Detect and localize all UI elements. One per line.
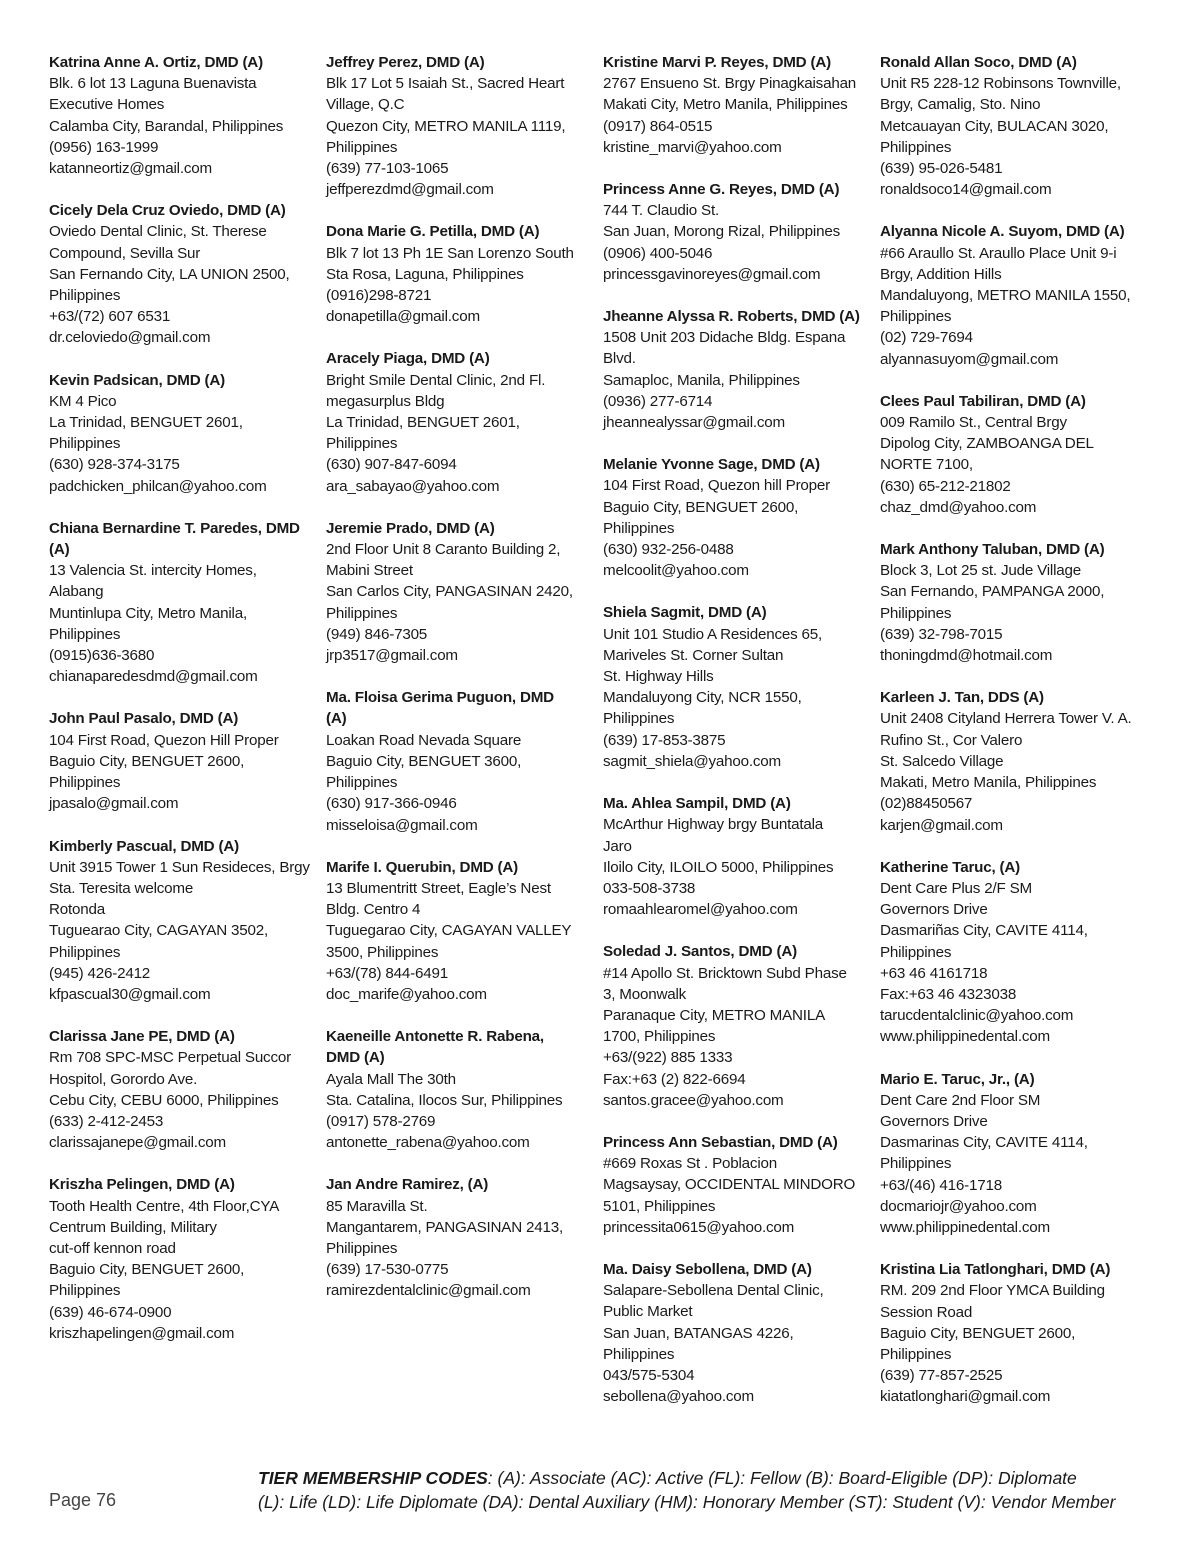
member-detail-line: #669 Roxas St . Poblacion [603,1155,777,1173]
member-detail-line: Philippines [880,1345,952,1363]
member-detail-line: Public Market [603,1303,693,1321]
member-detail-line: 744 T. Claudio St. [603,202,720,220]
member-name: Ma. Floisa Gerima Puguon, DMD [326,689,554,707]
member-entry [326,1174,603,1301]
member-detail-line: Fax:+63 46 4323038 [880,985,1017,1003]
member-detail-line: St. Salcedo Village [880,752,1004,770]
member-detail-line: (0956) 163-1999 [49,138,159,156]
member-name: Ma. Ahlea Sampil, DMD (A) [603,795,791,813]
member-detail-line: 85 Maravilla St. [326,1197,428,1215]
member-detail-line: Loakan Road Nevada Square [326,731,522,749]
member-entry [603,454,880,581]
member-detail-line: Philippines [603,1345,675,1363]
member-detail-line: Philippines [326,604,398,622]
member-detail-line: 3500, Philippines [326,943,439,961]
member-detail-line: Philippines [603,519,675,537]
member-detail-line: (945) 426-2412 [49,964,151,982]
member-detail-line: Unit 101 Studio A Residences 65, [603,625,823,643]
member-detail-line: McArthur Highway brgy Buntatala [603,816,824,834]
member-detail-line: (639) 77-857-2525 [880,1367,1003,1385]
member-detail-line: Philippines [326,1239,398,1257]
member-entry [326,1026,603,1153]
member-detail-line: Block 3, Lot 25 st. Jude Village [880,562,1082,580]
member-detail-line: Baguio City, BENGUET 2600, [603,498,799,516]
member-email: dr.celoviedo@gmail.com [49,329,211,347]
member-detail-line: San Carlos City, PANGASINAN 2420, [326,583,573,601]
member-detail-line: Paranaque City, METRO MANILA [603,1006,826,1024]
membership-codes-line-1 [258,1466,1115,1490]
page-footer [0,1464,1200,1524]
member-detail-line: (633) 2-412-2453 [49,1112,164,1130]
member-email: chianaparedesdmd@gmail.com [49,668,258,686]
member-email: romaahlearomel@yahoo.com [603,901,798,919]
member-name: Soledad J. Santos, DMD (A) [603,943,797,961]
member-detail-line: Philippines [49,625,121,643]
member-email: princessita0615@yahoo.com [603,1218,795,1236]
member-detail-line: Governors Drive [880,1112,988,1130]
member-detail-line: (630) 928-374-3175 [49,456,180,474]
member-entry [880,687,1157,835]
member-name: Jan Andre Ramirez, (A) [326,1176,489,1194]
member-entry [49,836,326,1006]
member-detail-line: Dasmarinas City, CAVITE 4114, [880,1134,1088,1152]
member-detail-line: (0936) 277-6714 [603,392,713,410]
membership-codes-label: TIER MEMBERSHIP CODES [258,1468,488,1488]
member-email: doc_marife@yahoo.com [326,985,487,1003]
member-detail-line: Executive Homes [49,96,165,114]
member-detail-line: Dasmariñas City, CAVITE 4114, [880,922,1088,940]
member-name: Princess Anne G. Reyes, DMD (A) [603,181,840,199]
member-name: John Paul Pasalo, DMD (A) [49,710,239,728]
member-detail-line: 1508 Unit 203 Didache Bldg. Espana [603,329,846,347]
member-detail-line: Baguio City, BENGUET 3600, [326,752,522,770]
member-detail-line: (0917) 864-0515 [603,117,713,135]
member-name: Jheanne Alyssa R. Roberts, DMD (A) [603,308,860,326]
member-entry [603,306,880,433]
member-entry [49,370,326,497]
member-detail-line: Philippines [880,308,952,326]
member-email: santos.gracee@yahoo.com [603,1091,784,1109]
member-detail-line: Session Road [880,1303,973,1321]
member-entry [603,179,880,285]
member-detail-line: 5101, Philippines [603,1197,716,1215]
member-email: katanneortiz@gmail.com [49,160,212,178]
member-email: docmariojr@yahoo.com [880,1197,1037,1215]
member-detail-line: Ayala Mall The 30th [326,1070,456,1088]
member-name: Clarissa Jane PE, DMD (A) [49,1028,235,1046]
member-name: Melanie Yvonne Sage, DMD (A) [603,456,820,474]
member-detail-line: KM 4 Pico [49,392,117,410]
member-detail-line: La Trinidad, BENGUET 2601, [49,414,243,432]
member-name: Kaeneille Antonette R. Rabena, [326,1028,544,1046]
member-detail-line: Philippines [49,1282,121,1300]
member-detail-line: megasurplus Bldg [326,392,445,410]
member-detail-line: Philippines [880,943,952,961]
member-detail-line: (0917) 578-2769 [326,1112,436,1130]
member-detail-line: Sta Rosa, Laguna, Philippines [326,265,524,283]
member-email: kfpascual30@gmail.com [49,985,211,1003]
member-email: jrp3517@gmail.com [326,647,458,665]
member-detail-line: Makati, Metro Manila, Philippines [880,774,1097,792]
member-detail-line: Cebu City, CEBU 6000, Philippines [49,1091,279,1109]
member-detail-line: (02)88450567 [880,795,973,813]
member-detail-line: Baguio City, BENGUET 2600, [49,1261,245,1279]
member-name: Marife I. Querubin, DMD (A) [326,858,519,876]
member-email: thoningdmd@hotmail.com [880,647,1053,665]
member-detail-line: (02) 729-7694 [880,329,973,347]
member-detail-line: (639) 95-026-5481 [880,160,1003,178]
member-detail-line: 13 Blumentritt Street, Eagle’s Nest [326,879,551,897]
member-detail-line: Tuguegarao City, CAGAYAN VALLEY [326,922,572,940]
member-detail-line: Jaro [603,837,632,855]
membership-codes-legend [258,1466,1115,1514]
member-detail-line: 104 First Road, Quezon hill Proper [603,477,831,495]
member-entry [603,1132,880,1238]
member-detail-line: Bldg. Centro 4 [326,901,421,919]
member-email: jheannealyssar@gmail.com [603,414,785,432]
member-email: chaz_dmd@yahoo.com [880,498,1037,516]
member-entry [326,518,603,666]
member-detail-line: San Juan, Morong Rizal, Philippines [603,223,840,241]
member-email: tarucdentalclinic@yahoo.com [880,1007,1074,1025]
member-detail-line: Dent Care 2nd Floor SM [880,1091,1041,1109]
member-name: Chiana Bernardine T. Paredes, DMD [49,519,300,537]
member-name: Katherine Taruc, (A) [880,858,1021,876]
member-detail-line: Philippines [880,604,952,622]
directory-columns [49,52,1159,1429]
member-entry [603,1259,880,1407]
member-detail-line: +63/(72) 607 6531 [49,308,171,326]
member-detail-line: Brgy, Addition Hills [880,265,1002,283]
member-detail-line: Philippines [49,943,121,961]
member-detail-line: Philippines [326,435,398,453]
member-email: alyannasuyom@gmail.com [880,350,1059,368]
page-number: Page 76 [49,1490,117,1510]
member-name: (A) [326,710,347,728]
member-detail-line: 13 Valencia St. intercity Homes, [49,562,257,580]
member-email: jpasalo@gmail.com [49,795,179,813]
member-detail-line: Magsaysay, OCCIDENTAL MINDORO [603,1176,856,1194]
member-detail-line: St. Highway Hills [603,668,714,686]
member-detail-line: Mandaluyong City, NCR 1550, [603,689,802,707]
directory-column-1 [49,52,326,1429]
member-detail-line: Philippines [880,1155,952,1173]
member-detail-line: Philippines [49,287,121,305]
member-detail-line: NORTE 7100, [880,456,973,474]
member-name: Shiela Sagmit, DMD (A) [603,604,767,622]
member-detail-line: (630) 932-256-0488 [603,541,734,559]
member-detail-line: RM. 209 2nd Floor YMCA Building [880,1282,1105,1300]
member-name: Kristina Lia Tatlonghari, DMD (A) [880,1261,1111,1279]
member-name: Kriszha Pelingen, DMD (A) [49,1176,235,1194]
member-name: Kristine Marvi P. Reyes, DMD (A) [603,54,831,71]
member-detail-line: #14 Apollo St. Bricktown Subd Phase [603,964,847,982]
member-entry [603,941,880,1111]
member-detail-line: 043/575-5304 [603,1366,695,1384]
member-detail-line: Tooth Health Centre, 4th Floor,CYA [49,1197,280,1215]
member-detail-line: Dipolog City, ZAMBOANGA DEL [880,435,1094,453]
member-detail-line: Blk 7 lot 13 Ph 1E San Lorenzo South [326,244,574,262]
member-website: www.philippinedental.com [880,1028,1050,1046]
member-email: kiatatlonghari@gmail.com [880,1388,1051,1406]
member-name: Jeffrey Perez, DMD (A) [326,54,485,71]
member-name: Karleen J. Tan, DDS (A) [880,689,1044,707]
member-detail-line: (639) 46-674-0900 [49,1303,172,1321]
member-detail-line: +63/(78) 844-6491 [326,964,448,982]
member-detail-line: Alabang [49,583,104,601]
member-name: Kimberly Pascual, DMD (A) [49,837,239,855]
member-email: sebollena@yahoo.com [603,1388,754,1406]
member-detail-line: Unit R5 228-12 Robinsons Townville, [880,75,1121,93]
member-detail-line: Makati City, Metro Manila, Philippines [603,96,848,114]
member-detail-line: Baguio City, BENGUET 2600, [49,752,245,770]
member-email: donapetilla@gmail.com [326,308,480,326]
member-detail-line: Philippines [603,710,675,728]
member-detail-line: Governors Drive [880,901,988,919]
member-name: Kevin Padsican, DMD (A) [49,371,225,389]
member-detail-line: Compound, Sevilla Sur [49,244,201,262]
member-entry [880,539,1157,666]
member-email: ara_sabayao@yahoo.com [326,477,500,495]
member-detail-line: (0906) 400-5046 [603,244,713,262]
member-email: ronaldsoco14@gmail.com [880,181,1052,199]
member-name: Cicely Dela Cruz Oviedo, DMD (A) [49,202,286,220]
member-detail-line: Philippines [880,138,952,156]
directory-column-2 [326,52,603,1429]
member-detail-line: 033-508-3738 [603,879,696,897]
member-entry [49,1174,326,1344]
member-email: antonette_rabena@yahoo.com [326,1134,530,1152]
member-email: kristine_marvi@yahoo.com [603,138,782,156]
member-detail-line: Oviedo Dental Clinic, St. Therese [49,223,267,241]
member-entry [326,857,603,1005]
member-detail-line: (0915)636-3680 [49,647,155,665]
member-entry [880,1069,1157,1239]
member-detail-line: Unit 3915 Tower 1 Sun Resideces, Brgy [49,858,310,876]
member-detail-line: 3, Moonwalk [603,985,687,1003]
member-detail-line: Blk 17 Lot 5 Isaiah St., Sacred Heart [326,75,565,93]
member-name: Mario E. Taruc, Jr., (A) [880,1070,1035,1088]
member-email: kriszhapelingen@gmail.com [49,1324,235,1342]
member-detail-line: San Juan, BATANGAS 4226, [603,1324,794,1342]
member-detail-line: Baguio City, BENGUET 2600, [880,1324,1076,1342]
member-detail-line: (0916)298-8721 [326,287,432,305]
membership-codes-line-2: (L): Life (LD): Life Diplomate (DA): Dental Auxiliary (HM): Honorary Member (ST): Student (V): Vendor Member [258,1492,1116,1512]
member-entry [880,857,1157,1048]
member-email: princessgavinoreyes@gmail.com [603,265,821,283]
member-detail-line: Samaploc, Manila, Philippines [603,371,800,389]
member-entry [603,602,880,772]
member-detail-line: 2nd Floor Unit 8 Caranto Building 2, [326,541,561,559]
member-detail-line: Hospitol, Gorordo Ave. [49,1070,198,1088]
member-detail-line: Salapare-Sebollena Dental Clinic, [603,1282,824,1300]
member-entry [880,221,1157,369]
member-entry [603,793,880,920]
member-detail-line: +63/(922) 885 1333 [603,1049,733,1067]
member-name: Katrina Anne A. Ortiz, DMD (A) [49,54,263,71]
member-entry [880,52,1157,200]
member-detail-line: San Fernando, PAMPANGA 2000, [880,583,1105,601]
member-detail-line: (630) 907-847-6094 [326,456,457,474]
member-entry [49,708,326,814]
member-name: Aracely Piaga, DMD (A) [326,350,490,368]
member-detail-line: La Trinidad, BENGUET 2601, [326,414,520,432]
member-detail-line: Metcauayan City, BULACAN 3020, [880,117,1109,135]
member-entry [49,52,326,179]
member-email: karjen@gmail.com [880,816,1003,834]
member-entry [326,348,603,496]
member-entry [49,1026,326,1153]
member-entry [880,1259,1157,1407]
member-detail-line: Mangantarem, PANGASINAN 2413, [326,1218,564,1236]
member-detail-line: San Fernando City, LA UNION 2500, [49,265,290,283]
member-detail-line: Blvd. [603,350,636,368]
member-email: melcoolit@yahoo.com [603,562,749,580]
member-name: Alyanna Nicole A. Suyom, DMD (A) [880,223,1125,241]
member-detail-line: Rotonda [49,901,106,919]
member-entry [326,687,603,835]
member-entry [880,391,1157,518]
member-detail-line: Mariveles St. Corner Sultan [603,646,784,664]
member-detail-line: Tuguearao City, CAGAYAN 3502, [49,922,269,940]
member-entry [49,200,326,348]
member-name: Ronald Allan Soco, DMD (A) [880,54,1077,71]
member-name: (A) [49,541,70,559]
member-detail-line: (949) 846-7305 [326,625,428,643]
member-detail-line: Calamba City, Barandal, Philippines [49,117,284,135]
member-detail-line: Philippines [326,774,398,792]
member-detail-line: Quezon City, METRO MANILA 1119, [326,117,566,135]
member-entry [326,221,603,327]
member-detail-line: (639) 17-853-3875 [603,731,726,749]
member-detail-line: (639) 77-103-1065 [326,160,449,178]
member-detail-line: Dent Care Plus 2/F SM [880,879,1032,897]
member-name: Clees Paul Tabiliran, DMD (A) [880,392,1086,410]
member-detail-line: Sta. Teresita welcome [49,879,194,897]
member-detail-line: 104 First Road, Quezon Hill Proper [49,731,279,749]
member-detail-line: Sta. Catalina, Ilocos Sur, Philippines [326,1091,563,1109]
member-detail-line: Iloilo City, ILOILO 5000, Philippines [603,858,834,876]
member-detail-line: +63/(46) 416-1718 [880,1176,1002,1194]
member-detail-line: Unit 2408 Cityland Herrera Tower V. A. [880,710,1132,728]
member-detail-line: Centrum Building, Military [49,1218,217,1236]
member-name: Princess Ann Sebastian, DMD (A) [603,1133,838,1151]
member-detail-line: 2767 Ensueno St. Brgy Pinagkaisahan [603,75,857,93]
member-detail-line: #66 Araullo St. Araullo Place Unit 9-i [880,244,1117,262]
member-detail-line: Muntinlupa City, Metro Manila, [49,604,247,622]
member-name: Jeremie Prado, DMD (A) [326,519,495,537]
member-detail-line: 1700, Philippines [603,1028,716,1046]
member-name: DMD (A) [326,1049,385,1067]
member-detail-line: Fax:+63 (2) 822-6694 [603,1070,746,1088]
member-detail-line: cut-off kennon road [49,1239,176,1257]
member-detail-line: Mandaluyong, METRO MANILA 1550, [880,287,1131,305]
member-entry [326,52,603,200]
member-detail-line: (639) 17-530-0775 [326,1261,449,1279]
directory-column-4 [880,52,1157,1429]
member-detail-line: Rm 708 SPC-MSC Perpetual Succor [49,1049,291,1067]
member-email: ramirezdentalclinic@gmail.com [326,1282,531,1300]
membership-codes-text-1: : (A): Associate (AC): Active (FL): Fellow (B): Board-Eligible (DP): Diplomate [487,1468,1077,1488]
member-detail-line: +63 46 4161718 [880,964,988,982]
directory-column-3 [603,52,880,1429]
member-detail-line: Rufino St., Cor Valero [880,731,1023,749]
member-detail-line: Village, Q.C [326,96,405,114]
member-detail-line: Brgy, Camalig, Sto. Nino [880,96,1041,114]
member-email: misseloisa@gmail.com [326,816,478,834]
member-email: jeffperezdmd@gmail.com [326,181,494,199]
member-email: padchicken_philcan@yahoo.com [49,477,267,495]
member-detail-line: Philippines [49,435,121,453]
member-detail-line: 009 Ramilo St., Central Brgy [880,414,1067,432]
member-email: clarissajanepe@gmail.com [49,1134,226,1152]
member-website: www.philippinedental.com [880,1218,1050,1236]
member-entry [49,518,326,688]
member-detail-line: Philippines [49,774,121,792]
member-detail-line: Mabini Street [326,562,413,580]
member-detail-line: (639) 32-798-7015 [880,625,1003,643]
member-detail-line: (630) 65-212-21802 [880,477,1011,495]
member-detail-line: Philippines [326,138,398,156]
member-email: sagmit_shiela@yahoo.com [603,752,781,770]
member-name: Mark Anthony Taluban, DMD (A) [880,541,1105,559]
member-name: Ma. Daisy Sebollena, DMD (A) [603,1260,812,1278]
member-name: Dona Marie G. Petilla, DMD (A) [326,223,540,241]
member-detail-line: Bright Smile Dental Clinic, 2nd Fl. [326,371,546,389]
member-entry [603,52,880,158]
member-detail-line: (630) 917-366-0946 [326,795,457,813]
member-detail-line: Blk. 6 lot 13 Laguna Buenavista [49,75,257,93]
